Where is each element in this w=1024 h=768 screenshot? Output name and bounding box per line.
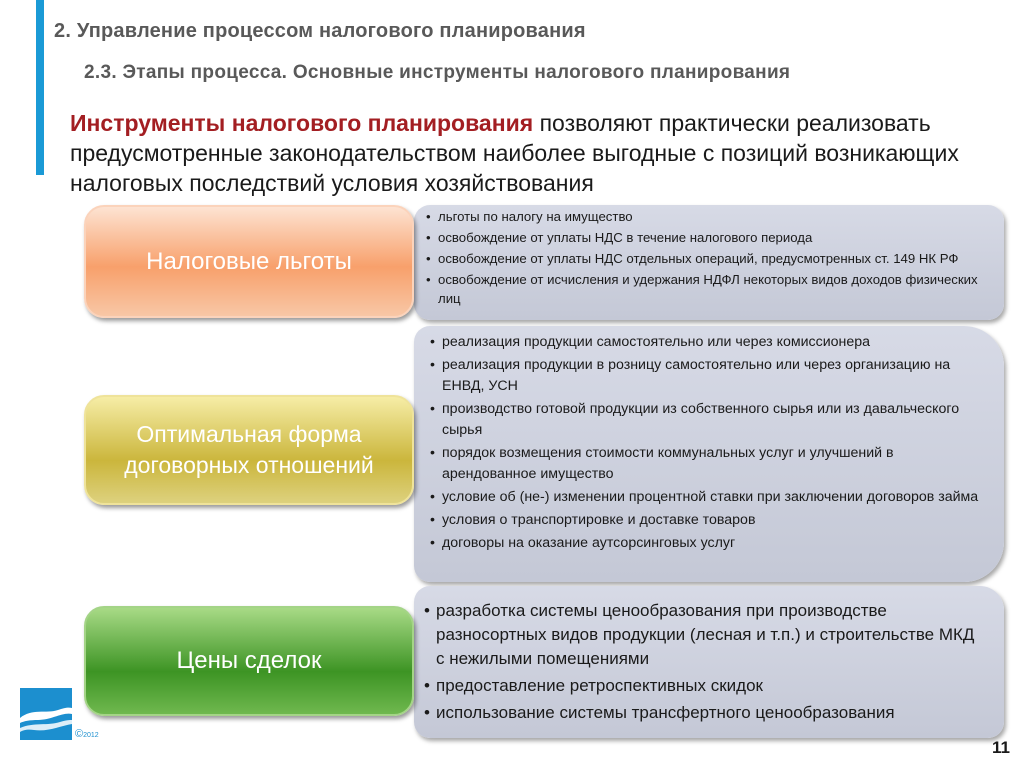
category-box-deal-prices: Цены сделок [84,606,414,716]
list-item: • предоставление ретроспективных скидок [422,674,984,698]
copyright-year: 2012 [83,732,99,739]
contract-form-list-panel [414,326,1004,582]
tax-benefits-list-panel [414,205,1004,320]
category-box-tax-benefits: Налоговые льготы [84,205,414,318]
list-item: • освобождение от исчисления и удержания НДФЛ некоторых видов доходов физических лиц [424,270,996,308]
copyright-symbol: © [75,728,84,740]
slide-subtitle: 2.3. Этапы процесса. Основные инструменты налогового планирования [84,62,791,83]
tax-benefits-list [424,207,996,308]
list-item: • освобождение от уплаты НДС в течение налогового периода [424,228,996,247]
list-item: • освобождение от уплаты НДС отдельных операций, предусмотренных ст. 149 НК РФ [424,249,996,268]
page-number: 11 [992,738,1010,757]
copyright-note [75,728,99,740]
wave-logo-icon [20,688,72,740]
accent-bar [36,0,44,175]
intro-paragraph [70,108,970,198]
contract-form-list [428,332,984,554]
list-item: • льготы по налогу на имущество [424,207,996,226]
list-item: • реализация продукции самостоятельно или через комиссионера [428,332,984,353]
deal-prices-list-panel [414,586,1004,738]
list-item: • разработка системы ценообразования при производстве разносортных видов продукции (лесная и т.п.) и строительстве МКД с нежилыми помещениями [422,599,984,671]
list-item: • производство готовой продукции из собственного сырья или из давальческого сырья [428,399,984,441]
list-item: • условия о транспортировке и доставке товаров [428,510,984,531]
list-item: • порядок возмещения стоимости коммунальных услуг и улучшений в арендованное имущество [428,443,984,485]
intro-text: позволяют практически реализовать предусмотренные законодательством наиболее выгодные с позиций возникающих налоговых последствий условия хозяйствования [70,110,959,196]
intro-highlight: Инструменты налогового планирования [70,110,534,136]
category-box-contract-form: Оптимальная форма договорных отношений [84,395,414,505]
list-item: • реализация продукции в розницу самостоятельно или через организацию на ЕНВД, УСН [428,355,984,397]
list-item: • условие об (не-) изменении процентной ставки при заключении договоров займа [428,487,984,508]
list-item: • договоры на оказание аутсорсинговых услуг [428,533,984,554]
slide-title: 2. Управление процессом налогового планирования [54,20,586,42]
deal-prices-list [422,599,984,725]
list-item: • использование системы трансфертного ценообразования [422,701,984,725]
